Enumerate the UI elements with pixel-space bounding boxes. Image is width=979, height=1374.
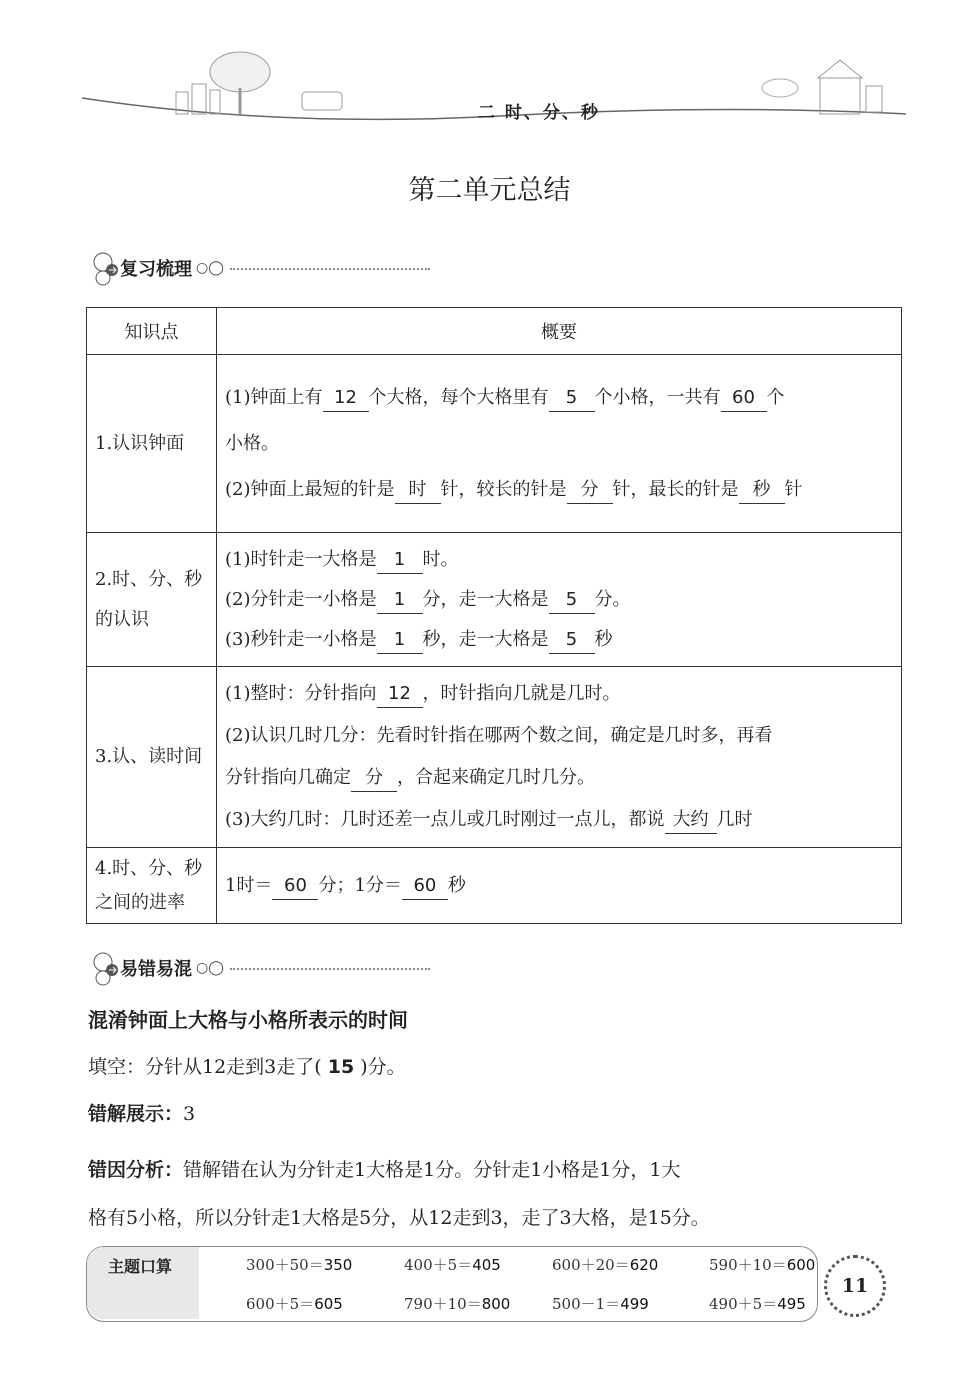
answer-blank: 12 [323,385,369,412]
text: 针 [784,478,803,500]
answer-blank: 60 [721,385,767,412]
wrong-answer [88,1098,195,1130]
text: 小格。 [225,432,279,454]
calc-item: 790＋10＝800 [404,1295,511,1313]
table-row [87,355,902,533]
section-mistakes-label: 易错易混 [120,959,192,980]
text: (2)分针走一小格是 [225,588,377,610]
text: 格有5小格，所以分针走1大格是5分，从12走到3，走了3大格，是15分。 [88,1207,710,1229]
section-review-label: 复习梳理 [120,259,192,280]
text: ，合起来确定几时几分。 [397,767,595,788]
text: 错解错在认为分针走1大格是1分。分针走1小格是1分，1大 [183,1159,681,1181]
text: 个大格，每个大格里有 [368,386,549,408]
text: 个 [766,386,785,408]
text: 时。 [422,548,459,570]
wrong-value: 3 [183,1103,196,1125]
text: (3)秒针走一小格是 [225,628,377,650]
answer-blank: 分 [351,765,397,792]
text: (2)认识几时几分：先看时针指在哪两个数之间，确定是几时多，再看 [225,725,773,746]
calc-item: 600＋5＝605 [246,1295,343,1313]
mistake-title: 混淆钟面上大格与小格所表示的时间 [88,1008,408,1032]
wrong-label: 错解展示： [88,1103,184,1125]
calc-item: 490＋5＝495 [709,1295,806,1313]
text: (3)大约几时：几时还差一点儿或几时刚过一点儿，都说 [225,809,665,830]
section-mistakes-header [88,950,430,986]
oral-calc-label: 主题口算 [108,1257,173,1276]
row-content [217,533,902,667]
mascot-icon [88,950,118,986]
answer-blank: 时 [395,477,441,504]
rings-icon: ○◯ [196,960,224,976]
text: 个小格，一共有 [594,386,721,408]
header-knowledge: 知识点 [87,308,217,355]
table-row [87,667,902,848]
summary-table [86,307,902,924]
calc-item: 400＋5＝405 [404,1256,501,1274]
text: 2.时、分、秒 [95,568,203,590]
mistake-question [88,1051,406,1083]
text: 针，最长的针是 [612,478,739,500]
row-topic [87,533,217,667]
answer-blank: 秒 [739,477,785,504]
rings-icon: ○◯ [196,260,224,276]
chapter-header: 二 时、分、秒 [478,103,600,123]
calc-item: 500－1＝499 [552,1295,649,1313]
reason-analysis [88,1146,908,1242]
section-review-header [88,250,430,286]
row-content [217,848,902,924]
page-number: 11 [824,1255,886,1317]
text: (1)时针走一大格是 [225,548,377,570]
row-topic: 3.认、读时间 [87,667,217,848]
reason-label: 错因分析： [88,1159,184,1181]
text: 针，较长的针是 [440,478,567,500]
answer-blank: 1 [377,587,423,614]
text: 几时 [716,809,753,830]
text: ，时针指向几就是几时。 [422,683,621,704]
answer-blank: 5 [549,587,595,614]
row-topic [87,848,217,924]
text: 分；1分＝ [318,875,402,896]
text: (1)整时：分针指向 [225,683,377,704]
text: 之间的进率 [95,891,185,913]
text: 秒 [594,628,613,650]
row-topic: 1.认识钟面 [87,355,217,533]
answer-blank: 60 [272,873,318,900]
calc-item: 300＋50＝350 [246,1256,353,1274]
answer-blank: 60 [402,873,448,900]
calc-item: 600＋20＝620 [552,1256,659,1274]
text: (2)钟面上最短的针是 [225,478,395,500]
answer-value: 15 [327,1056,355,1078]
text: 填空：分针从12走到3走了( [88,1056,322,1078]
mascot-icon [88,250,118,286]
text: 分针指向几确定 [225,767,351,788]
answer-blank: 分 [567,477,613,504]
dotted-rule [230,268,430,270]
page-title: 第二单元总结 [408,175,571,206]
text: 的认识 [95,608,149,630]
calc-item: 590＋10＝600 [709,1256,816,1274]
dotted-rule [230,968,430,970]
text: (1)钟面上有 [225,386,323,408]
answer-blank: 5 [549,627,595,654]
answer-blank: 5 [549,385,595,412]
answer-blank: 大约 [665,807,717,834]
row-content [217,355,902,533]
text: 分，走一大格是 [422,588,549,610]
text: 分。 [594,588,631,610]
text: 4.时、分、秒 [95,857,203,879]
table-row [87,848,902,924]
answer-blank: 1 [377,547,423,574]
text: )分。 [360,1056,406,1078]
text: 秒 [447,875,466,896]
answer-blank: 12 [377,681,423,708]
table-row [87,533,902,667]
header-summary: 概要 [217,308,902,355]
answer-blank: 1 [377,627,423,654]
row-content [217,667,902,848]
table-header-row [87,308,902,355]
text: 1时＝ [225,875,273,896]
text: 秒，走一大格是 [422,628,549,650]
